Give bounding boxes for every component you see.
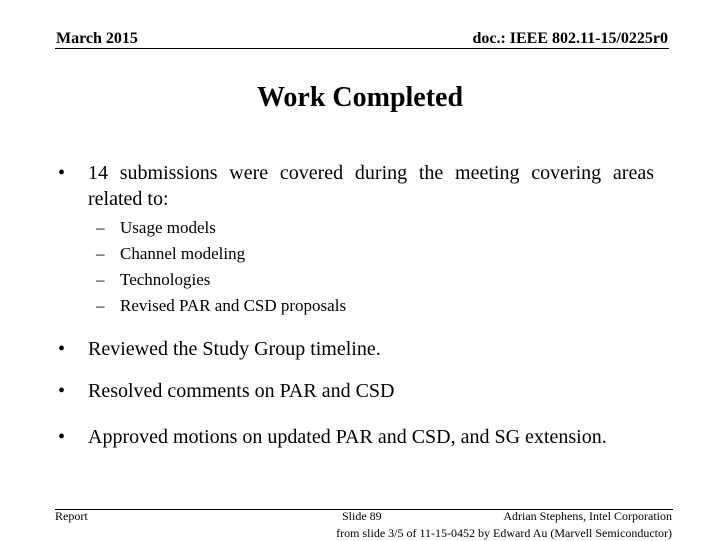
- bullet-marker: •: [58, 338, 66, 360]
- bullet-item: [58, 378, 654, 404]
- sub-bullet-item: [96, 241, 496, 267]
- dash-marker: –: [96, 244, 105, 263]
- dash-marker: –: [96, 270, 105, 289]
- bullet-text: 14 submissions were covered during the meeting covering areas related to:: [88, 162, 654, 210]
- bullet-item: [58, 424, 654, 450]
- sub-bullet-text: Channel modeling: [120, 244, 246, 263]
- bullet-item: [58, 336, 654, 362]
- bullet-marker: •: [58, 380, 66, 402]
- footer-source: from slide 3/5 of 11-15-0452 by Edward Au (Marvell Semiconductor): [336, 526, 672, 540]
- sub-bullet-text: Usage models: [120, 218, 216, 237]
- dash-marker: –: [96, 218, 105, 237]
- bullet-marker: •: [58, 162, 66, 184]
- bullet-text: Reviewed the Study Group timeline.: [88, 338, 381, 360]
- bullet-marker: •: [58, 426, 66, 448]
- footer-author: Adrian Stephens, Intel Corporation: [503, 509, 672, 523]
- header-divider: [55, 48, 669, 49]
- header-doc-id: doc.: IEEE 802.11-15/0225r0: [472, 30, 668, 47]
- footer-left-label: Report: [55, 509, 88, 523]
- bullet-text: Approved motions on updated PAR and CSD, and SG extension.: [88, 426, 607, 448]
- bullet-text: Resolved comments on PAR and CSD: [88, 380, 395, 402]
- footer-slide-number: Slide 89: [342, 509, 382, 523]
- sub-bullet-item: [96, 293, 496, 319]
- header-date: March 2015: [56, 30, 138, 47]
- sub-bullet-item: [96, 215, 496, 241]
- sub-bullet-text: Revised PAR and CSD proposals: [120, 296, 347, 315]
- bullet-item: [58, 160, 654, 212]
- dash-marker: –: [96, 296, 105, 315]
- slide-title: Work Completed: [256, 82, 464, 113]
- sub-bullet-item: [96, 267, 496, 293]
- sub-bullet-text: Technologies: [120, 270, 211, 289]
